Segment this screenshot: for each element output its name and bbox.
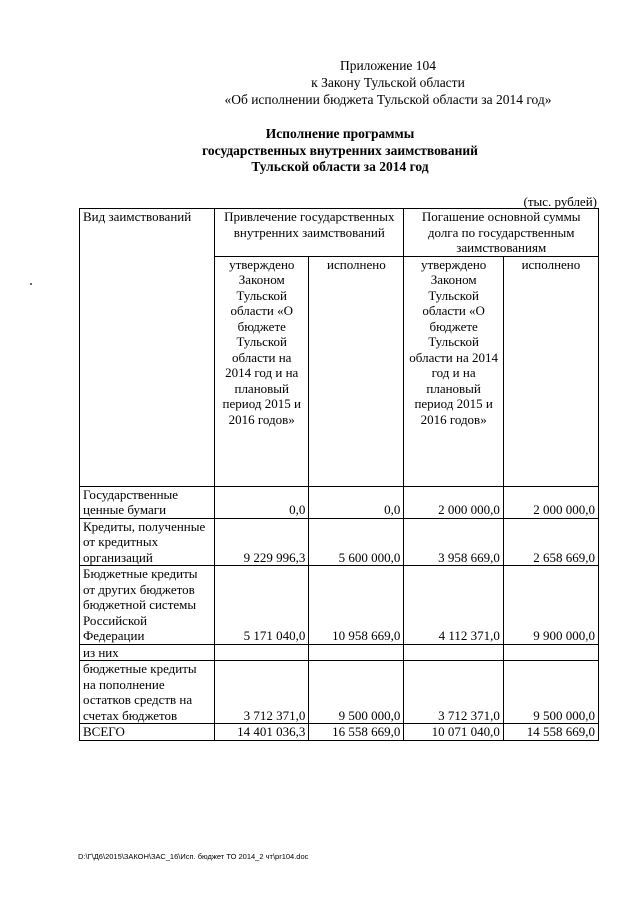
title-line-3: Тульской области за 2014 год bbox=[251, 159, 429, 174]
appendix-header bbox=[198, 57, 578, 108]
file-path-footer: D:\Г\Д6\2015\ЗАКОН\ЗАС_16\Исп. бюджет ТО 2014_2 чт\pr104.doc bbox=[78, 852, 309, 861]
table-cell: 0,0 bbox=[309, 486, 404, 518]
title-line-1: Исполнение программы bbox=[265, 126, 415, 141]
table-cell: 4 112 371,0 bbox=[404, 566, 503, 645]
header-executed: исполнено bbox=[309, 256, 404, 486]
table-cell: 9 500 000,0 bbox=[309, 661, 404, 724]
table-cell bbox=[503, 644, 598, 661]
table-cell bbox=[309, 644, 404, 661]
table-cell: 10 071 040,0 bbox=[404, 724, 503, 741]
table-cell: 9 500 000,0 bbox=[503, 661, 598, 724]
table-cell: 3 958 669,0 bbox=[404, 518, 503, 566]
title-line-2: государственных внутренних заимствований bbox=[202, 142, 478, 158]
header-kind: Вид заимствований bbox=[80, 209, 215, 487]
table-cell: 3 712 371,0 bbox=[404, 661, 503, 724]
appendix-number: Приложение 104 bbox=[339, 58, 437, 73]
appendix-law: к Закону Тульской области bbox=[311, 75, 465, 90]
table-cell: 2 000 000,0 bbox=[503, 486, 598, 518]
table-cell: 2 658 669,0 bbox=[503, 518, 598, 566]
borrowings-table bbox=[79, 208, 599, 741]
table-row bbox=[80, 566, 599, 645]
header-attraction: Привлечение государственных внутренних заимствований bbox=[215, 209, 404, 257]
units-label: (тыс. рублей) bbox=[523, 194, 597, 209]
table-cell: 10 958 669,0 bbox=[309, 566, 404, 645]
table-cell: 14 401 036,3 bbox=[215, 724, 309, 741]
table-cell: 5 171 040,0 bbox=[215, 566, 309, 645]
table-row bbox=[80, 486, 599, 518]
table-header-row bbox=[80, 209, 599, 257]
table-cell bbox=[215, 644, 309, 661]
table-cell: 0,0 bbox=[215, 486, 309, 518]
row-label: из них bbox=[80, 644, 215, 661]
table-cell: 16 558 669,0 bbox=[309, 724, 404, 741]
table-cell bbox=[404, 644, 503, 661]
row-label: Кредиты, полученные от кредитных организаций bbox=[80, 518, 215, 566]
scan-speck bbox=[30, 283, 32, 285]
total-label: ВСЕГО bbox=[80, 724, 215, 741]
header-approved: утверждено Законом Тульской области «О бюджете Тульской области на 2014 год и на плановый период 2015 и 2016 годов» bbox=[404, 256, 503, 486]
table-cell: 9 900 000,0 bbox=[503, 566, 598, 645]
row-label: Бюджетные кредиты от других бюджетов бюджетной системы Российской Федерации bbox=[80, 566, 215, 645]
document-title bbox=[150, 126, 530, 176]
row-label: Государственные ценные бумаги bbox=[80, 486, 215, 518]
table-cell: 3 712 371,0 bbox=[215, 661, 309, 724]
row-label: бюджетные кредиты на пополнение остатков средств на счетах бюджетов bbox=[80, 661, 215, 724]
table-row bbox=[80, 518, 599, 566]
table-cell: 14 558 669,0 bbox=[503, 724, 598, 741]
table-cell: 9 229 996,3 bbox=[215, 518, 309, 566]
table-row bbox=[80, 644, 599, 661]
table-cell: 5 600 000,0 bbox=[309, 518, 404, 566]
header-repayment: Погашение основной суммы долга по государственным заимствованиям bbox=[404, 209, 599, 257]
table-total-row bbox=[80, 724, 599, 741]
table-cell: 2 000 000,0 bbox=[404, 486, 503, 518]
header-approved: утверждено Законом Тульской области «О бюджете Тульской области на 2014 год и на плановый период 2015 и 2016 годов» bbox=[215, 256, 309, 486]
appendix-law-title: «Об исполнении бюджета Тульской области за 2014 год» bbox=[224, 92, 552, 107]
table-row bbox=[80, 661, 599, 724]
header-executed: исполнено bbox=[503, 256, 598, 486]
